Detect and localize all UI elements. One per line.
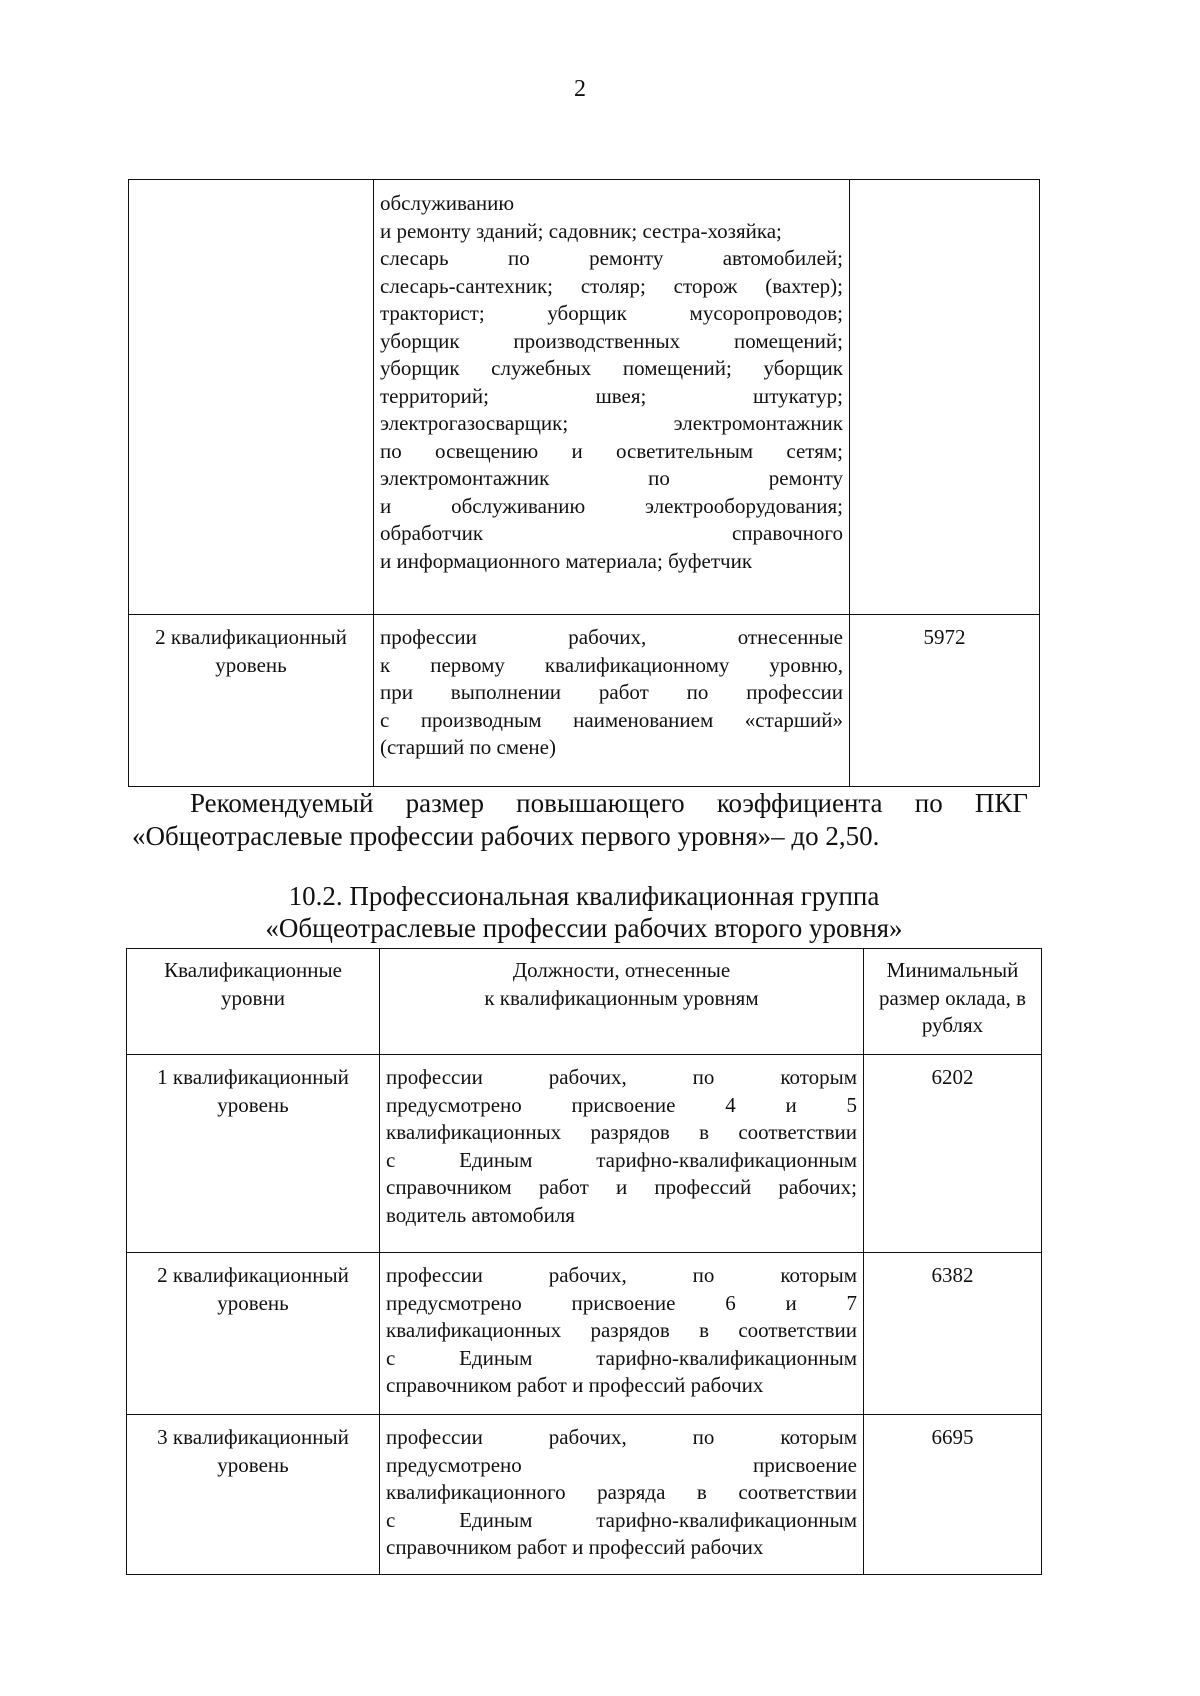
positions-line: квалификационного разряда в соответствии <box>386 1480 857 1504</box>
positions-line: водитель автомобиля <box>386 1202 575 1227</box>
page-number: 2 <box>574 76 586 102</box>
positions-line: с Единым тарифно-квалификационным <box>386 1345 857 1370</box>
section-heading <box>126 880 1042 944</box>
positions-line: и обслуживанию электрооборудования; <box>380 493 843 518</box>
positions-line: профессии рабочих, по которым <box>386 1263 857 1287</box>
positions-line: уборщик служебных помещений; уборщик <box>380 356 843 380</box>
salary-cell: 6202 <box>864 1055 1042 1253</box>
positions-line: слесарь-сантехник; столяр; сторож (вахтер); <box>380 273 843 298</box>
table-row <box>127 1253 1042 1415</box>
recommendation-paragraph <box>132 787 1028 853</box>
salary-cell: 5972 <box>850 615 1040 787</box>
positions-line: обработчик справочного <box>380 521 843 545</box>
salary-cell: 6695 <box>864 1415 1042 1575</box>
recommendation-line-2: «Общеотраслевые профессии рабочих первого уровня»– до 2,50. <box>132 821 880 851</box>
positions-line: справочником работ и профессий рабочих <box>386 1535 764 1559</box>
header-positions-line-1: Должности, отнесенные <box>512 958 731 982</box>
positions-line: электромонтажник по ремонту <box>380 466 843 490</box>
table-row <box>127 1055 1042 1253</box>
header-positions <box>380 949 864 1055</box>
positions-cell <box>374 615 850 787</box>
positions-cell <box>380 1415 864 1575</box>
positions-line: предусмотрено присвоение 4 и 5 <box>386 1092 857 1117</box>
positions-line: профессии рабочих, по которым <box>386 1065 857 1089</box>
qualification-table-second-level <box>126 948 1042 1575</box>
positions-line: электрогазосварщик; электромонтажник <box>380 411 843 435</box>
positions-cell <box>374 180 850 615</box>
table-header-row <box>127 949 1042 1055</box>
positions-line: профессии рабочих, по которым <box>386 1425 857 1449</box>
positions-line: с Единым тарифно-квалификационным <box>386 1147 857 1172</box>
positions-line: при выполнении работ по профессии <box>380 680 843 704</box>
header-salary: Минимальный размер оклада, в рублях <box>864 949 1042 1055</box>
positions-line: справочником работ и профессий рабочих <box>386 1373 764 1397</box>
table-row <box>127 1415 1042 1575</box>
table-row <box>129 180 1040 615</box>
positions-cell <box>380 1055 864 1253</box>
positions-line: предусмотрено присвоение <box>386 1452 857 1477</box>
positions-line: территорий; швея; штукатур; <box>380 383 843 408</box>
recommendation-line-1: Рекомендуемый размер повышающего коэффициента по ПКГ <box>190 788 1028 818</box>
positions-line: тракторист; уборщик мусоропроводов; <box>380 301 843 325</box>
positions-line: и ремонту зданий; садовник; сестра-хозяйка; <box>380 218 782 243</box>
level-cell: 2 квалификационный уровень <box>127 1253 380 1415</box>
positions-line: уборщик производственных помещений; <box>380 328 843 353</box>
level-cell <box>129 180 374 615</box>
positions-line: и информационного материала; буфетчик <box>380 548 753 573</box>
positions-line: квалификационных разрядов в соответствии <box>386 1318 857 1342</box>
positions-line: с производным наименованием «старший» <box>380 707 843 732</box>
positions-cell <box>380 1253 864 1415</box>
header-positions-line-2: к квалификационным уровням <box>484 985 759 1010</box>
qualification-table-continued <box>128 179 1040 787</box>
positions-line: с Единым тарифно-квалификационным <box>386 1507 857 1532</box>
positions-line: к первому квалификационному уровню, <box>380 652 843 677</box>
level-cell: 1 квалификационный уровень <box>127 1055 380 1253</box>
positions-line: (старший по смене) <box>380 735 556 759</box>
positions-line: по освещению и осветительным сетям; <box>380 438 843 463</box>
positions-line: квалификационных разрядов в соответствии <box>386 1120 857 1144</box>
salary-cell <box>850 180 1040 615</box>
section-heading-line-2: «Общеотраслевые профессии рабочих второго уровня» <box>265 913 903 943</box>
level-cell: 2 квалификационный уровень <box>129 615 374 787</box>
header-levels: Квалификационные уровни <box>127 949 380 1055</box>
salary-cell: 6382 <box>864 1253 1042 1415</box>
table-row <box>129 615 1040 787</box>
section-heading-line-1: 10.2. Профессиональная квалификационная группа <box>288 881 880 911</box>
positions-line: профессии рабочих, отнесенные <box>380 625 843 649</box>
positions-line: справочником работ и профессий рабочих; <box>386 1175 857 1199</box>
positions-line: обслуживанию <box>380 191 515 215</box>
level-cell: 3 квалификационный уровень <box>127 1415 380 1575</box>
positions-line: слесарь по ремонту автомобилей; <box>380 246 843 270</box>
positions-line: предусмотрено присвоение 6 и 7 <box>386 1290 857 1315</box>
